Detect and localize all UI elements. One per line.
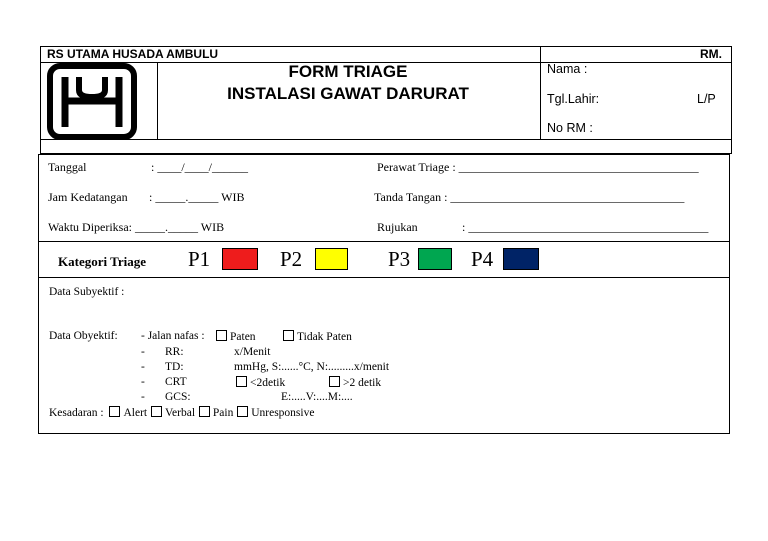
crt-under-2-option[interactable] (236, 376, 285, 389)
airway-patent-checkbox[interactable] (216, 330, 227, 341)
form-title: FORM TRIAGE (288, 62, 408, 81)
td-bullet: - (141, 361, 145, 373)
pain-text: Pain (212, 407, 234, 419)
gcs-bullet: - (141, 391, 145, 403)
date-field[interactable]: : ____/____/______ (151, 160, 249, 174)
triage-p2-label: P2 (280, 247, 303, 271)
patient-divider (540, 47, 541, 139)
pain-checkbox[interactable] (199, 406, 210, 417)
td-label: TD: (165, 361, 184, 373)
arrival-time-label: Jam Kedatangan (48, 190, 128, 204)
crt-under-2-checkbox[interactable] (236, 376, 247, 387)
alert-text: Alert (123, 407, 148, 419)
triage-p1-swatch[interactable] (222, 248, 258, 270)
subjective-data-label: Data Subyektif : (49, 286, 125, 298)
unresponsive-text: Unresponsive (251, 407, 315, 419)
hospital-logo-icon (47, 63, 137, 140)
verbal-checkbox[interactable] (151, 406, 162, 417)
triage-p2-swatch[interactable] (315, 248, 348, 270)
triage-p4-swatch[interactable] (503, 248, 539, 270)
patient-name-label: Nama : (547, 62, 588, 76)
referral-label: Rujukan (377, 220, 418, 234)
vital-signs-field[interactable]: mmHg, S:......°C, N:.........x/menit (234, 361, 390, 373)
gcs-label: GCS: (165, 391, 191, 403)
crt-label: CRT (165, 376, 187, 388)
objective-data-label: Data Obyektif: (49, 330, 118, 342)
birthdate-label: Tgl.Lahir: (547, 92, 600, 106)
rr-label: RR: (165, 346, 184, 358)
referral-field[interactable]: : ________________________________________ (462, 220, 709, 234)
triage-p1-label: P1 (188, 247, 211, 271)
rr-unit: x/Menit (234, 346, 271, 358)
section-divider-triage-bottom (39, 277, 729, 278)
crt-over-2-option[interactable] (329, 376, 381, 389)
crt-over-2-text: >2 detik (343, 377, 382, 389)
airway-patent-option[interactable] (216, 330, 256, 343)
gcs-field[interactable]: E:.....V:....M:.... (281, 391, 353, 403)
header-divider-bottom (41, 139, 731, 140)
airway-patent-text: Paten (230, 331, 256, 343)
airway-not-patent-checkbox[interactable] (283, 330, 294, 341)
airway-not-patent-text: Tidak Paten (297, 331, 352, 343)
crt-under-2-text: <2detik (250, 377, 286, 389)
triage-nurse-field[interactable]: Perawat Triage : ________________________________________ (377, 160, 699, 174)
gender-label: L/P (697, 92, 716, 106)
arrival-time-field[interactable]: : _____._____ WIB (149, 190, 245, 204)
triage-category-label: Kategori Triage (58, 254, 146, 269)
medical-record-label: No RM : (547, 121, 593, 135)
consciousness-label: Kesadaran : (49, 407, 104, 419)
rm-label: RM. (700, 47, 722, 61)
examination-time-field[interactable]: Waktu Diperiksa: _____._____ WIB (48, 220, 225, 234)
triage-p4-label: P4 (471, 247, 494, 271)
unresponsive-checkbox[interactable] (237, 406, 248, 417)
signature-field[interactable]: Tanda Tangan : _______________________________________ (374, 190, 685, 204)
crt-over-2-checkbox[interactable] (329, 376, 340, 387)
hospital-name: RS UTAMA HUSADA AMBULU (47, 47, 219, 61)
rr-bullet: - (141, 346, 145, 358)
airway-not-patent-option[interactable] (283, 330, 352, 343)
crt-bullet: - (141, 376, 145, 388)
alert-checkbox[interactable] (109, 406, 120, 417)
verbal-text: Verbal (165, 407, 196, 419)
form-subtitle: INSTALASI GAWAT DARURAT (227, 84, 469, 103)
triage-p3-swatch[interactable] (418, 248, 452, 270)
date-label: Tanggal (48, 160, 87, 174)
consciousness-row (49, 406, 314, 419)
section-divider-triage-top (39, 241, 729, 242)
airway-label: - Jalan nafas : (141, 330, 205, 342)
triage-p3-label: P3 (388, 247, 411, 271)
